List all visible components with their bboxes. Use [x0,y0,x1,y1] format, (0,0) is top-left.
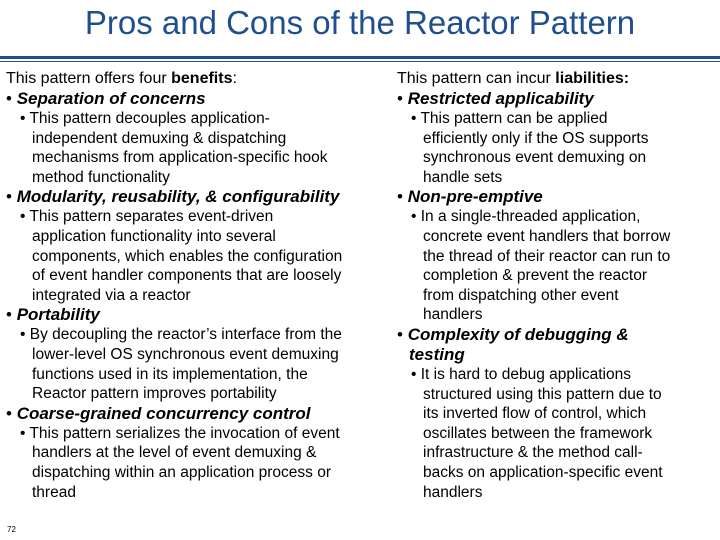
benefits-column [6,69,398,502]
benefit-detail: • This pattern decouples application- independent demuxing & dispatching mechanisms from application-specific hook method functionality [20,110,328,186]
benefit-heading-text: Modularity, reusability, & configurability [16,187,340,207]
detail-line: independent demuxing & dispatching [32,129,287,147]
detail-line: synchronous event demuxing on [423,149,647,167]
detail-line: Reactor pattern improves portability [32,385,277,403]
detail-line: integrated via a reactor [32,286,191,304]
detail-line: from dispatching other event [423,286,619,304]
liability-heading-text: Non-pre-emptive [407,187,543,207]
detail-line: its inverted flow of control, which [423,405,647,423]
benefits-intro [6,69,398,89]
detail-line: lower-level OS synchronous event demuxing [32,345,339,363]
benefits-keyword: benefits [171,70,233,87]
liability-heading: • Restricted applicability [397,89,594,108]
detail-line: handlers at the level of event demuxing & [32,444,317,462]
benefit-heading: • Modularity, reusability, & configurability [6,187,340,207]
detail-line: infrastructure & the method call- [423,444,643,462]
liabilities-keyword: liabilities: [555,70,630,87]
benefits-intro-text: This pattern offers four [6,70,172,87]
benefit-heading: • Portability [6,305,100,325]
detail-line: structured using this pattern due to [423,385,662,403]
benefit-detail: • This pattern serializes the invocation of event handlers at the level of event demuxing & dispatching within an application process or thread [20,424,340,501]
detail-line: It is hard to debug applications [420,365,631,383]
detail-line: This pattern can be applied [420,110,608,127]
detail-line: handle sets [423,168,503,186]
benefit-heading-text: Coarse-grained concurrency control [16,403,311,423]
slide-title: Pros and Cons of the Reactor Pattern [84,4,636,41]
detail-line: concrete event handlers that borrow [423,227,671,245]
detail-line: thread [32,483,76,501]
benefit-heading-text: Portability [16,305,100,325]
detail-line: This pattern serializes the invocation of event [29,424,340,442]
benefit-heading: • Separation of concerns [6,89,206,108]
title-rule-thick [0,56,720,59]
benefits-intro-colon: : [232,70,237,87]
detail-line: In a single-threaded application, [420,208,641,226]
liability-heading-text: Complexity of debugging & [407,324,629,344]
detail-line: the thread of their reactor can run to [423,247,671,265]
liabilities-column [397,69,717,502]
page-number: 72 [7,525,16,534]
detail-line: of event handler components that are loosely [32,267,342,285]
detail-line: functions used in its implementation, the [32,365,308,383]
benefit-heading-text: Separation of concerns [16,89,206,108]
liability-heading-text: Restricted applicability [407,89,594,108]
liability-detail: • In a single-threaded application, concrete event handlers that borrow the thread of their reactor can run to completion & prevent the reactor from dispatching other event handlers [411,208,671,324]
detail-line: completion & prevent the reactor [423,267,648,285]
detail-line: method functionality [32,168,170,186]
liability-detail: • It is hard to debug applications structured using this pattern due to its inverted flow of control, which oscillates between the framework infrastructure & the method call- backs on application-specific event handlers [411,365,663,501]
detail-line: handlers [423,306,483,324]
liabilities-intro [397,69,717,89]
detail-line: efficiently only if the OS supports [423,129,649,147]
liability-heading: • Complexity of debugging & testing [397,324,629,364]
detail-line: oscillates between the framework [423,424,653,442]
detail-line: This pattern decouples application- [29,110,270,127]
detail-line: components, which enables the configuration [32,247,343,265]
liability-heading-text-cont: testing [409,344,465,364]
detail-line: By decoupling the reactor’s interface from the [29,326,342,344]
benefit-detail: • By decoupling the reactor’s interface from the lower-level OS synchronous event demuxing functions used in its implementation, the Reactor pattern improves portability [20,326,342,403]
detail-line: handlers [423,483,483,501]
detail-line: backs on application-specific event [423,463,663,481]
detail-line: mechanisms from application-specific hook [32,149,328,167]
benefit-heading: • Coarse-grained concurrency control [6,403,311,423]
detail-line: application functionality into several [32,227,276,245]
liabilities-intro-text: This pattern can incur [397,70,556,87]
liability-detail: • This pattern can be applied efficiently only if the OS supports synchronous event demuxing on handle sets [411,110,649,186]
detail-line: dispatching within an application process or [32,463,331,481]
benefit-detail: • This pattern separates event-driven application functionality into several components, which enables the configuration of event handler components that are loosely integrated via a reactor [20,208,343,304]
title-rule-thin [0,61,720,62]
detail-line: This pattern separates event-driven [29,208,274,226]
liability-heading: • Non-pre-emptive [397,187,543,207]
